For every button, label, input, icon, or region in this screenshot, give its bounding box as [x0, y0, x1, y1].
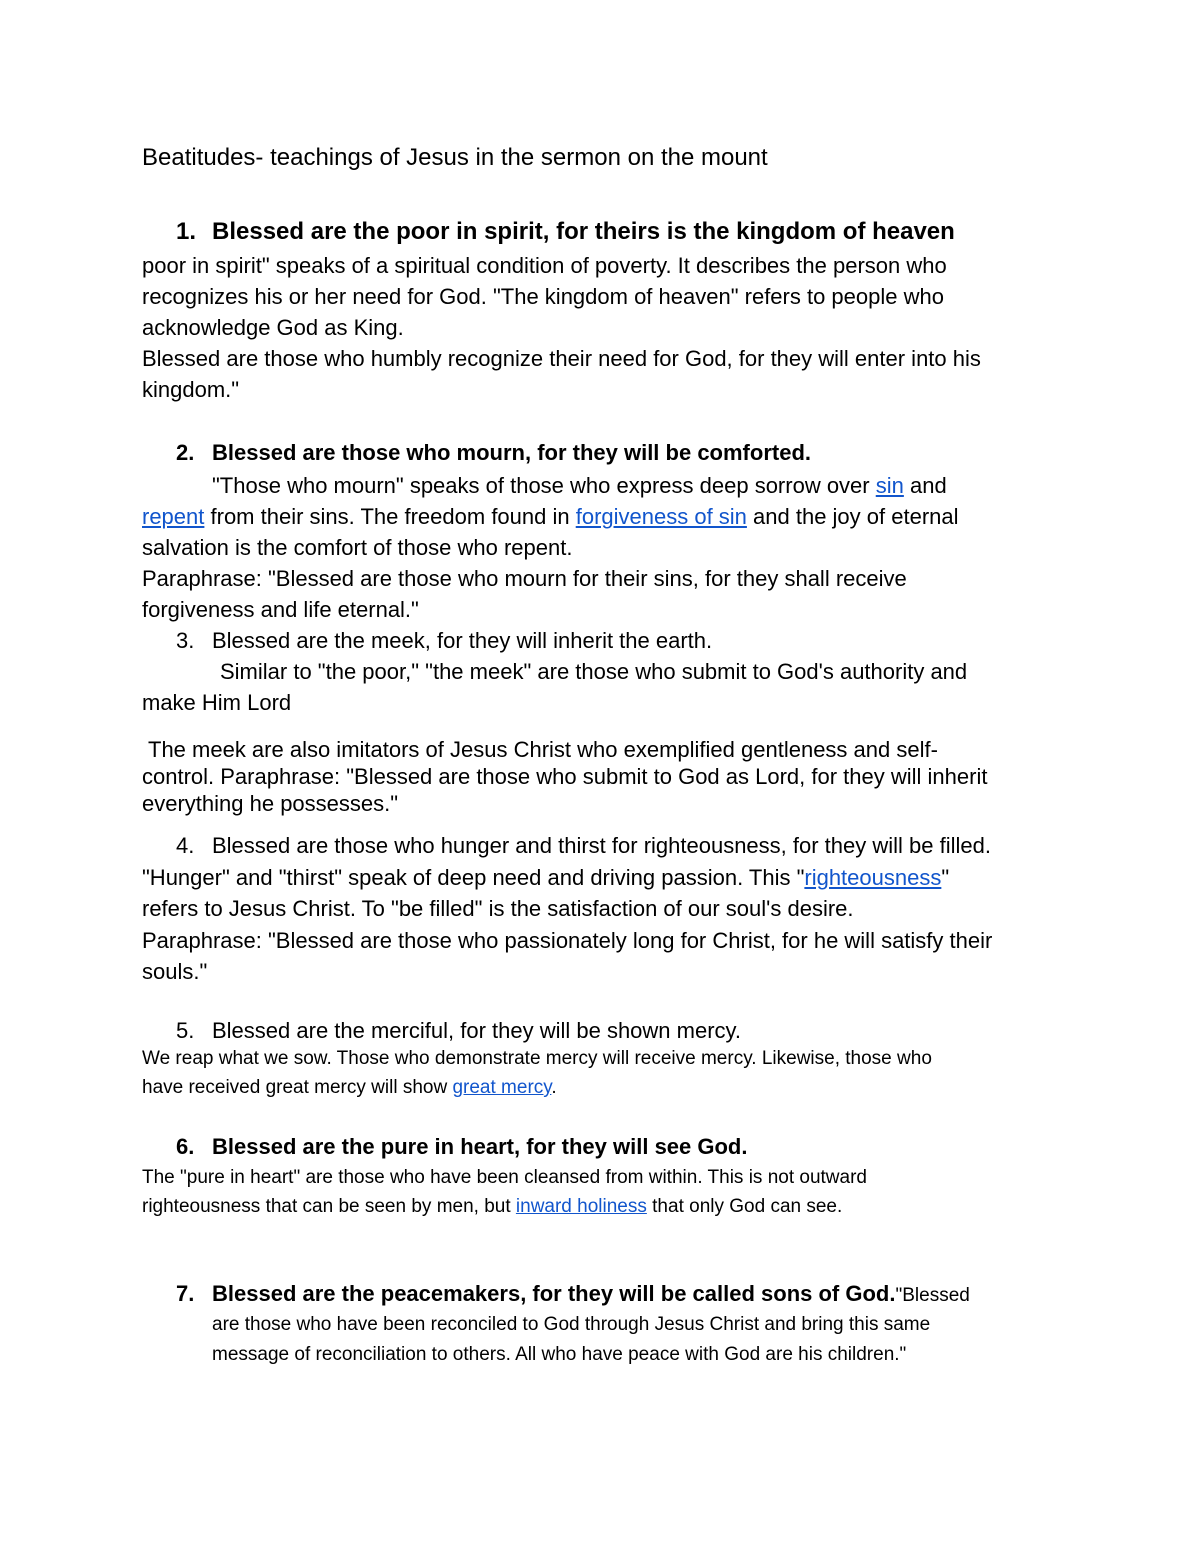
link-inward-holiness[interactable]: inward holiness	[515, 1196, 647, 1217]
text-run: .	[551, 1077, 557, 1098]
beatitude-7-number: 7.	[176, 1281, 195, 1306]
beatitude-3-text: The meek are also imitators of Jesus Christ who exemplified gentleness and self-	[148, 737, 938, 762]
text-run: and	[903, 473, 947, 498]
beatitude-3-text: Similar to "the poor," "the meek" are those who submit to God's authority and	[220, 659, 968, 684]
beatitude-7-line	[212, 1281, 970, 1307]
beatitude-5-number: 5.	[176, 1018, 195, 1043]
beatitude-4-text: refers to Jesus Christ. To "be filled" is the satisfaction of our soul's desire.	[142, 896, 854, 921]
beatitude-6-text	[142, 1196, 842, 1218]
beatitude-7-text: are those who have been reconciled to God through Jesus Christ and bring this same	[212, 1314, 931, 1335]
text-run: and the joy of eternal	[746, 504, 959, 529]
link-great-mercy[interactable]: great mercy	[452, 1077, 552, 1098]
beatitude-7-text: message of reconciliation to others. All who have peace with God are his children."	[212, 1344, 907, 1365]
beatitude-5-text	[142, 1077, 557, 1099]
text-run: "	[941, 865, 950, 890]
beatitude-6-heading: Blessed are the pure in heart, for they will see God.	[212, 1134, 748, 1159]
link-forgiveness-of-sin[interactable]: forgiveness of sin	[575, 504, 747, 529]
beatitude-4-heading: Blessed are those who hunger and thirst for righteousness, for they will be filled.	[212, 833, 991, 858]
beatitude-3-heading: Blessed are the meek, for they will inherit the earth.	[212, 628, 713, 653]
document-title: Beatitudes- teachings of Jesus in the sermon on the mount	[142, 144, 768, 171]
beatitude-3-text: control. Paraphrase: "Blessed are those who submit to God as Lord, for they will inherit	[142, 764, 988, 789]
beatitude-3-text: make Him Lord	[142, 690, 292, 715]
beatitude-1-number: 1.	[176, 218, 197, 245]
beatitude-4-text: souls."	[142, 959, 208, 984]
beatitude-4-text: Paraphrase: "Blessed are those who passionately long for Christ, for he will satisfy their	[142, 928, 993, 953]
beatitude-1-text: poor in spirit" speaks of a spiritual condition of poverty. It describes the person who	[142, 253, 947, 278]
beatitude-4-text	[142, 865, 949, 891]
beatitude-3-text: everything he possesses."	[142, 791, 399, 816]
link-sin[interactable]: sin	[875, 473, 904, 498]
link-righteousness[interactable]: righteousness	[804, 865, 942, 890]
beatitude-6-number: 6.	[176, 1134, 195, 1159]
beatitude-2-text: Paraphrase: "Blessed are those who mourn for their sins, for they shall receive	[142, 566, 907, 591]
beatitude-7-heading: Blessed are the peacemakers, for they will be called sons of God.	[212, 1281, 896, 1306]
text-run: "Hunger" and "thirst" speak of deep need and driving passion. This "	[142, 865, 805, 890]
beatitude-2-text: salvation is the comfort of those who repent.	[142, 535, 573, 560]
beatitude-1-text: Blessed are those who humbly recognize their need for God, for they will enter into his	[142, 346, 981, 371]
link-repent[interactable]: repent	[142, 504, 205, 529]
beatitude-1-text: recognizes his or her need for God. "The kingdom of heaven" refers to people who	[142, 284, 944, 309]
text-run: righteousness that can be seen by men, but	[142, 1196, 516, 1217]
beatitude-2-number: 2.	[176, 440, 195, 465]
text-run: have received great mercy will show	[142, 1077, 453, 1098]
beatitude-6-text: The "pure in heart" are those who have been cleansed from within. This is not outward	[142, 1167, 867, 1188]
beatitude-1-heading: Blessed are the poor in spirit, for theirs is the kingdom of heaven	[212, 218, 955, 245]
text-run: from their sins. The freedom found in	[204, 504, 576, 529]
text-run: that only God can see.	[646, 1196, 843, 1217]
beatitude-7-text: "Blessed	[895, 1285, 970, 1306]
text-run: "Those who mourn" speaks of those who express deep sorrow over	[212, 473, 876, 498]
beatitude-5-heading: Blessed are the merciful, for they will be shown mercy.	[212, 1018, 742, 1043]
beatitude-1-text: acknowledge God as King.	[142, 315, 404, 340]
beatitude-5-text: We reap what we sow. Those who demonstrate mercy will receive mercy. Likewise, those who	[142, 1048, 932, 1069]
beatitude-3-number: 3.	[176, 628, 195, 653]
beatitude-4-number: 4.	[176, 833, 195, 858]
beatitude-2-text	[212, 473, 947, 499]
beatitude-2-heading: Blessed are those who mourn, for they will be comforted.	[212, 440, 811, 465]
beatitude-1-text: kingdom."	[142, 377, 240, 402]
beatitude-2-text	[142, 504, 959, 530]
beatitude-2-text: forgiveness and life eternal."	[142, 597, 419, 622]
